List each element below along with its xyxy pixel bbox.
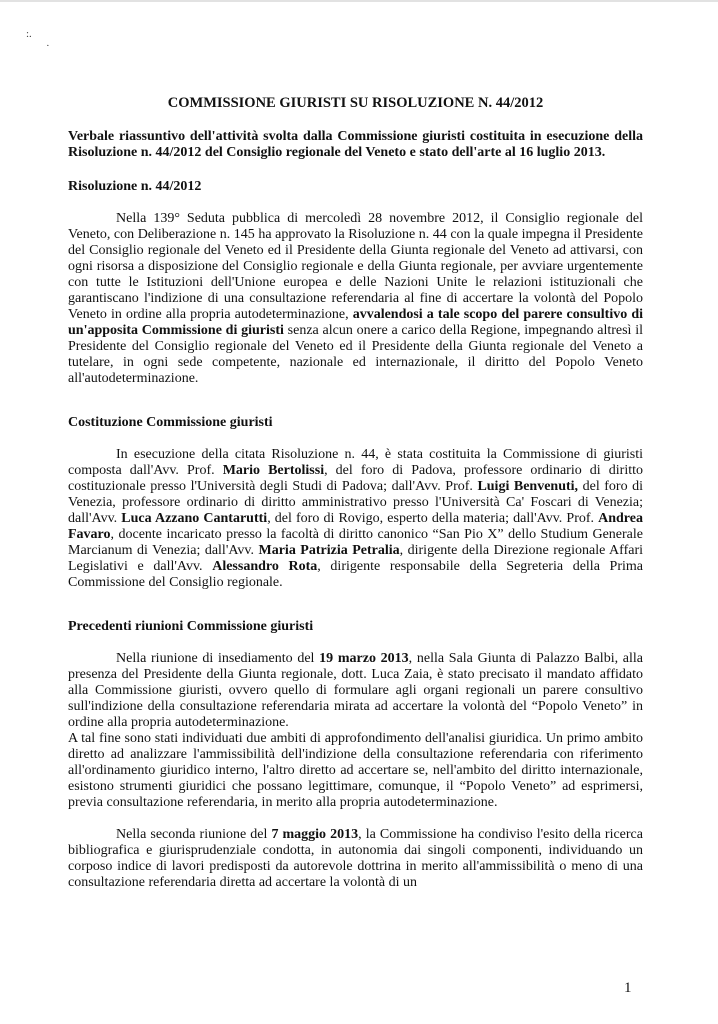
member-name: Luca Azzano Cantarutti [121, 511, 268, 526]
scan-mark-b: · [46, 40, 50, 52]
scan-mark-a: :. [26, 28, 32, 40]
member-name: Mario Bertolissi [222, 463, 325, 478]
paragraph-risoluzione [68, 211, 643, 387]
document-intro: Verbale riassuntivo dell'attività svolta dalla Commissione giuristi costituita in esecuzione della Risoluzione n. 44/2012 del Consiglio regionale del Veneto e stato dell'arte al 16 luglio 2013. [68, 129, 643, 160]
member-name: Maria Patrizia Petralia [258, 543, 400, 558]
bold-text-run: avvalendosi a tale scopo del parere consultivo di un'apposita Commissione di giuristi [68, 307, 644, 338]
section-heading-costituzione: Costituzione Commissione giuristi [68, 415, 273, 430]
document-body [68, 95, 643, 891]
text-run: , nella Sala Giunta di Palazzo Balbi, alla presenza del Presidente della Giunta regionale, dott. Luca Zaia, è stato precisato il mandato affidato alla Commissione giuristi, ovvero quello di formulare agli organi regionali un parere consultivo sull'indizione della consultazione referendaria mirata ad accertare la volontà del “Popolo Veneto” in ordine alla propria autodeterminazione. [68, 651, 643, 730]
member-name: Andrea Favaro [68, 511, 643, 542]
text-run: , la Commissione ha condiviso l'esito della ricerca bibliografica e giurisprudenziale condotta, in autonomia dai singoli componenti, individuando un corposo indice di lavori predisposti da autorevole dottrina in merito all'ammissibilità o meno di una consultazione referendaria diretta ad accertare la volontà di un [68, 827, 643, 890]
text-run: Nella 139° Seduta pubblica di mercoledì 28 novembre 2012, il Consiglio regionale del Veneto, con Deliberazione n. 145 ha approvato la Risoluzione n. 44 con la quale impegna il Presidente del Consiglio regionale del Veneto ed il Presidente della Giunta regionale del Veneto ad attivarsi, con ogni risorsa a disposizione del Consiglio regionale e della Giunta regionale, per avviare urgentemente con tutte le Istituzioni dell'Unione europea e delle Nazioni Unite le relazioni istituzionali che garantiscano l'indizione di una consultazione referendaria al fine di accertare la volontà del Popolo Veneto in ordine alla propria autodeterminazione, [68, 211, 643, 322]
paragraph-costituzione [68, 447, 643, 591]
meeting-date: 19 marzo 2013 [319, 651, 409, 666]
scan-edge-line [0, 0, 718, 2]
document-title: COMMISSIONE GIURISTI SU RISOLUZIONE N. 44/2012 [167, 95, 544, 111]
text-run: senza alcun onere a carico della Regione, impegnando altresì il Presidente del Consiglio regionale del Veneto ed il Presidente della Giunta regionale del Veneto a tutelare, in ogni sede competente, nazionale ed internazionale, il diritto del Popolo Veneto all'autodeterminazione. [68, 323, 643, 386]
page-number: 1 [624, 980, 632, 996]
text-run: , docente incaricato presso la facoltà di diritto canonico “San Pio X” dello Studium Generale Marcianum di Venezia; dall'Avv. [68, 527, 643, 558]
section-heading-riunioni: Precedenti riunioni Commissione giuristi [68, 619, 314, 634]
scan-marks [26, 28, 50, 52]
text-run: , dirigente responsabile della Segreteria della Prima Commissione del Consiglio regionale. [68, 559, 643, 590]
text-run: , dirigente della Direzione regionale Affari Legislativi e dall'Avv. [68, 543, 643, 574]
paragraph-insediamento [68, 651, 643, 731]
meeting-date: 7 maggio 2013 [271, 827, 359, 842]
member-name: Alessandro Rota [212, 559, 318, 574]
text-run: , del foro di Rovigo, esperto della materia; dall'Avv. Prof. [267, 511, 599, 526]
text-run: del foro di Venezia, professore ordinario di diritto amministrativo presso l'Università Ca' Foscari di Venezia; dall'Avv. [68, 479, 643, 526]
section-heading-risoluzione: Risoluzione n. 44/2012 [68, 179, 202, 194]
text-run: Nella riunione di insediamento del [116, 651, 320, 666]
text-run: , del foro di Padova, professore ordinario di diritto costituzionale presso l'Università degli Studi di Padova; dall'Avv. Prof. [68, 463, 643, 494]
member-name: Luigi Benvenuti, [477, 479, 579, 494]
paragraph-seconda-riunione [68, 827, 643, 891]
text-run: Nella seconda riunione del [116, 827, 272, 842]
paragraph-ambiti: A tal fine sono stati individuati due ambiti di approfondimento dell'analisi giuridica. Un primo ambito diretto ad analizzare l'ammissibilità dell'indizione della consultazione referendaria con riferimento all'ordinamento giuridico interno, l'altro diretto ad accertare se, nell'ambito del diritto internazionale, esistono strumenti giuridici che possano legittimare, comunque, il “Popolo Veneto” ad esprimersi, previa consultazione referendaria, in merito alla propria autodeterminazione. [68, 731, 643, 810]
text-run: In esecuzione della citata Risoluzione n. 44, è stata costituita la Commissione di giuristi composta dall'Avv. Prof. [68, 447, 643, 478]
